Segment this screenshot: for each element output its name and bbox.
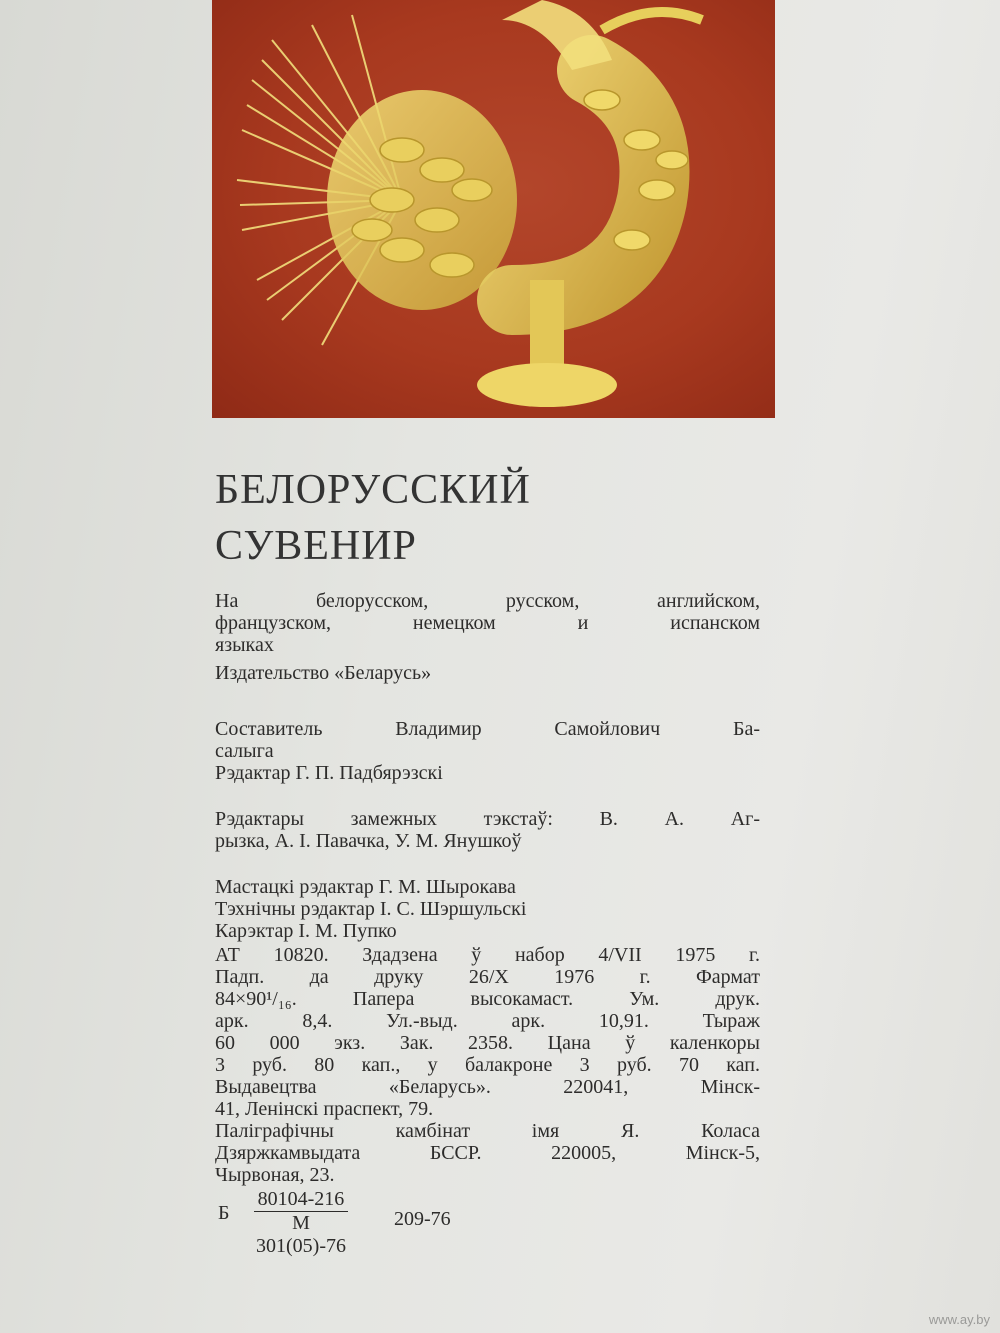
languages-line-1: На белорусском, русском, английском, [215, 590, 760, 612]
tech-editor-line: Тэхнічны рэдактар І. С. Шэршульскі [215, 898, 527, 920]
imprint-line-8: 41, Ленінскі праспект, 79. [215, 1098, 434, 1120]
editor-line: Рэдактар Г. П. Падбярэзскі [215, 762, 443, 784]
catalog-code-fraction [254, 1188, 348, 1258]
watermark: www.ay.by [928, 1312, 990, 1327]
imprint-line-1: АТ 10820. Здадзена ў набор 4/VII 1975 г. [215, 944, 760, 966]
book-title [215, 462, 531, 574]
title-line-1: БЕЛОРУССКИЙ [215, 467, 531, 513]
foreign-editors-line-2: рызка, А. І. Павачка, У. М. Янушкоў [215, 830, 522, 852]
imprint-line-10: Дзяржкамвыдата БССР. 220005, Мінск-5, [215, 1142, 760, 1164]
credits-foreign-editors [215, 808, 760, 852]
imprint-line-7: Выдавецтва «Беларусь». 220041, Мінск- [215, 1076, 760, 1098]
imprint-line-2: Падп. да друку 26/X 1976 г. Фармат [215, 966, 760, 988]
foreign-editors-line-1: Рэдактары замежных тэкстаў: В. А. Аг- [215, 808, 760, 830]
corrector-line: Карэктар І. М. Пупко [215, 920, 397, 942]
imprint-line-11: Чырвоная, 23. [215, 1164, 335, 1186]
imprint-line-5: 60 000 экз. Зак. 2358. Цана ў каленкоры [215, 1032, 760, 1054]
compiler-line-1: Составитель Владимир Самойлович Ба- [215, 718, 760, 740]
catalog-code-letter: Б [218, 1202, 230, 1224]
catalog-code-tail: 209-76 [394, 1208, 451, 1230]
publisher-line [215, 662, 431, 684]
languages-note [215, 590, 760, 656]
credits-compiler [215, 718, 760, 784]
art-editor-line: Мастацкі рэдактар Г. М. Шырокава [215, 876, 516, 898]
cover-photo-straw-bird [212, 0, 775, 418]
straw-bird-illustration [212, 0, 775, 418]
imprint-line-6: 3 руб. 80 кап., у балакроне 3 руб. 70 кап. [215, 1054, 760, 1076]
languages-line-3: языках [215, 634, 274, 656]
title-line-2: СУВЕНИР [215, 523, 417, 569]
imprint-block [215, 944, 760, 1186]
imprint-line-3: 84×90¹/₁₆. Папера высокамаст. Ум. друк. [215, 988, 760, 1010]
imprint-line-9: Паліграфічны камбінат імя Я. Коласа [215, 1120, 760, 1142]
imprint-line-4: арк. 8,4. Ул.-выд. арк. 10,91. Тыраж [215, 1010, 760, 1032]
publisher-name: Издательство «Беларусь» [215, 662, 432, 684]
catalog-code-denominator: М 301(05)-76 [256, 1212, 346, 1257]
catalog-code-numerator: 80104-216 [257, 1188, 345, 1210]
languages-line-2: французском, немецком и испанском [215, 612, 760, 634]
credits-technical [215, 876, 526, 942]
compiler-line-2: салыга [215, 740, 274, 762]
